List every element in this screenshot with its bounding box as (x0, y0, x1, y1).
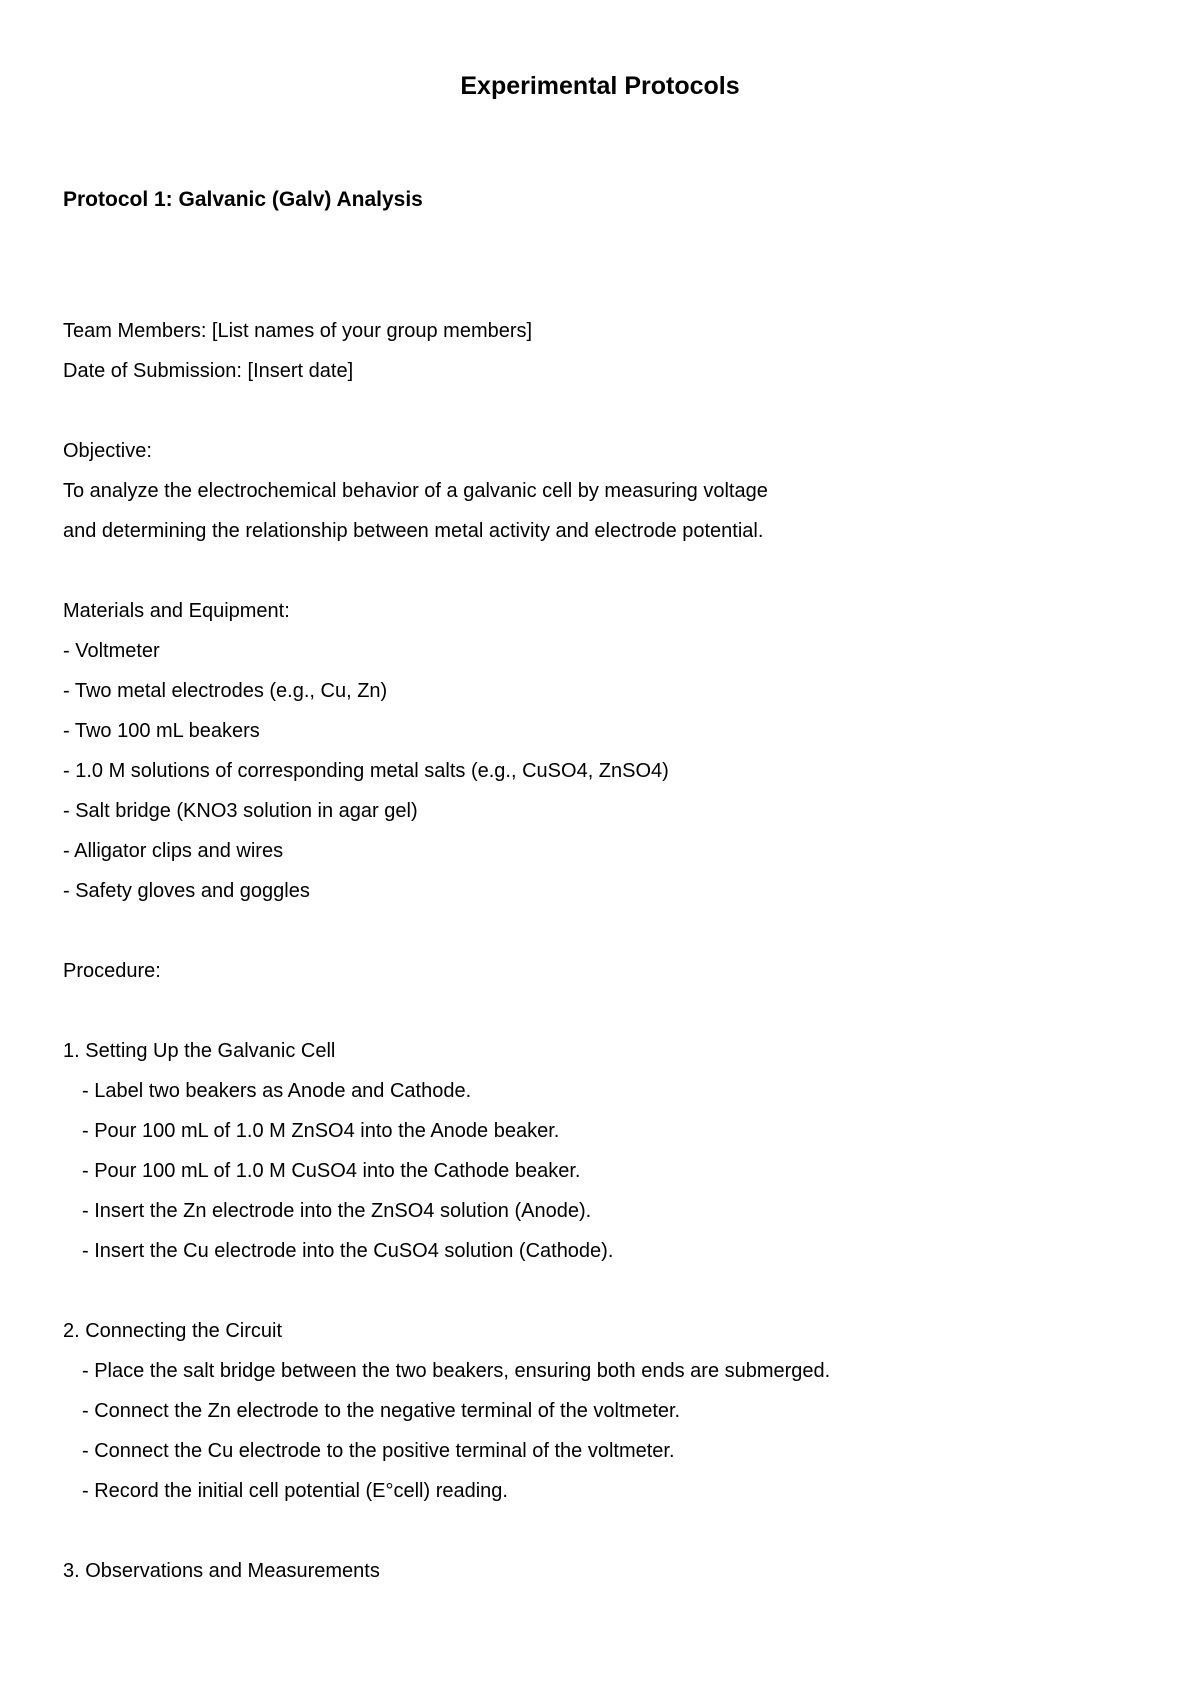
materials-item: - Salt bridge (KNO3 solution in agar gel) (63, 800, 418, 822)
procedure-step-item: - Insert the Cu electrode into the CuSO4 solution (Cathode). (82, 1240, 614, 1262)
objective-text-line: and determining the relationship between metal activity and electrode potential. (63, 520, 764, 542)
procedure-step-item: - Insert the Zn electrode into the ZnSO4 solution (Anode). (82, 1200, 592, 1222)
materials-item: - Alligator clips and wires (63, 840, 284, 862)
materials-label: Materials and Equipment: (63, 600, 290, 622)
materials-item: - Two metal electrodes (e.g., Cu, Zn) (63, 680, 388, 702)
procedure-step-item: - Connect the Cu electrode to the positive terminal of the voltmeter. (82, 1440, 675, 1462)
procedure-step-item: - Pour 100 mL of 1.0 M ZnSO4 into the Anode beaker. (82, 1120, 560, 1142)
procedure-step-item: - Connect the Zn electrode to the negative terminal of the voltmeter. (82, 1400, 681, 1422)
procedure-label: Procedure: (63, 960, 161, 982)
materials-item: - Voltmeter (63, 640, 160, 662)
materials-item: - Safety gloves and goggles (63, 880, 310, 902)
date-of-submission-line: Date of Submission: [Insert date] (63, 360, 354, 382)
procedure-step-heading: 1. Setting Up the Galvanic Cell (63, 1040, 336, 1062)
procedure-step-item: - Label two beakers as Anode and Cathode. (82, 1080, 472, 1102)
protocol-heading: Protocol 1: Galvanic (Galv) Analysis (63, 188, 423, 211)
materials-item: - 1.0 M solutions of corresponding metal salts (e.g., CuSO4, ZnSO4) (63, 760, 669, 782)
materials-item: - Two 100 mL beakers (63, 720, 260, 742)
document-title: Experimental Protocols (460, 72, 740, 100)
procedure-step-item: - Pour 100 mL of 1.0 M CuSO4 into the Cathode beaker. (82, 1160, 581, 1182)
procedure-step-item: - Place the salt bridge between the two beakers, ensuring both ends are submerged. (82, 1360, 831, 1382)
team-members-line: Team Members: [List names of your group members] (63, 320, 533, 342)
procedure-step-heading: 3. Observations and Measurements (63, 1560, 380, 1582)
objective-label: Objective: (63, 440, 152, 462)
procedure-step-item: - Record the initial cell potential (E°cell) reading. (82, 1480, 508, 1502)
objective-text-line: To analyze the electrochemical behavior of a galvanic cell by measuring voltage (63, 480, 768, 502)
procedure-step-heading: 2. Connecting the Circuit (63, 1320, 283, 1342)
